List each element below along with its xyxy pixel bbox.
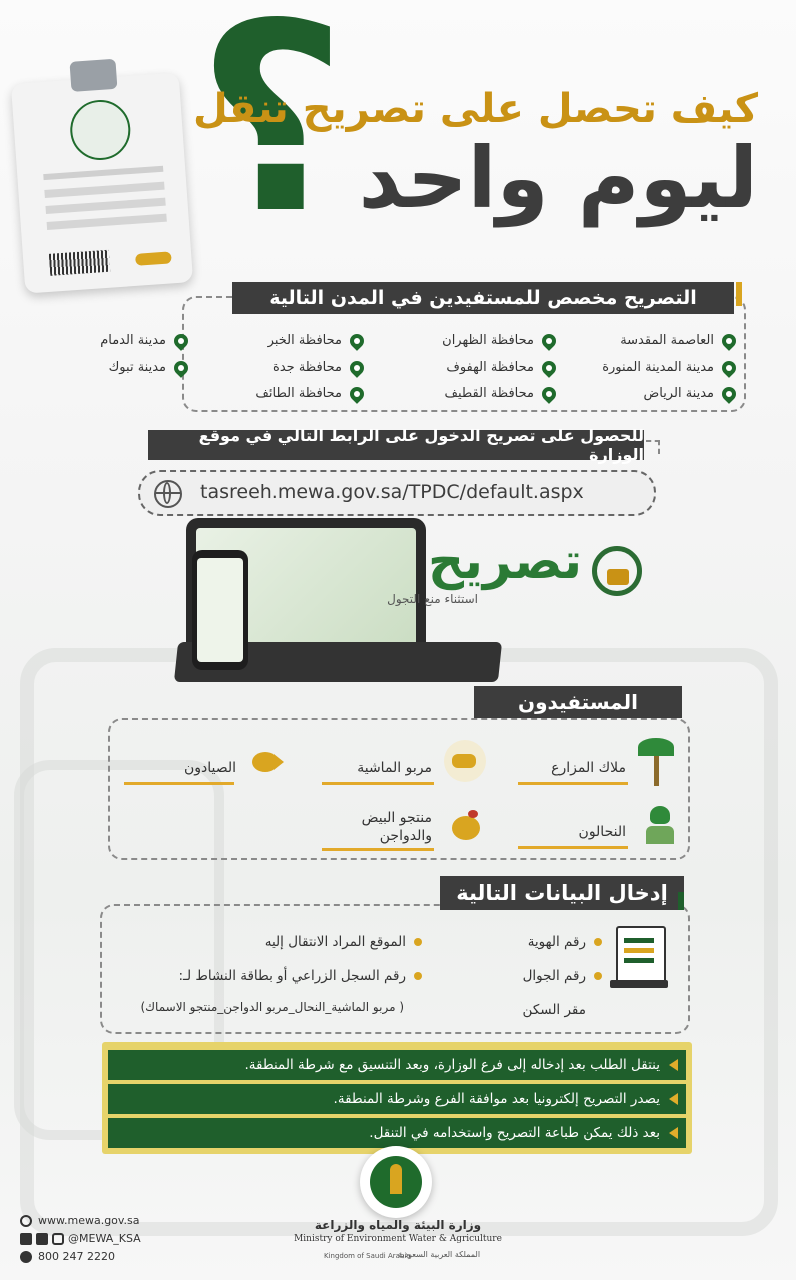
kingdom-ar: المملكة العربية السعودية	[398, 1250, 481, 1259]
website-row	[20, 1214, 140, 1227]
data-entry-item: مقر السكن	[522, 1002, 586, 1018]
website-link[interactable]: www.mewa.gov.sa	[38, 1214, 140, 1227]
link-url[interactable]: tasreeh.mewa.gov.sa/TPDC/default.aspx	[200, 481, 584, 503]
ministry-emblem	[360, 1146, 432, 1218]
title-line2: ليوم واحد	[358, 129, 758, 227]
palm-tree-icon	[636, 738, 676, 786]
beneficiary-item: ملاك المزارع	[551, 760, 626, 776]
city-item: العاصمة المقدسة	[620, 333, 736, 348]
id-badge	[11, 72, 193, 293]
beneficiary-item: الصيادون	[183, 760, 236, 776]
city-item: مدينة الدمام	[100, 333, 188, 348]
note-item: يصدر التصريح إلكترونيا بعد موافقة الفرع وشرطة المنطقة.	[108, 1084, 686, 1114]
link-heading: للحصول على تصريح الدخول على الرابط التالي في موقع الوزارة	[148, 430, 644, 460]
ministry-name-ar: وزارة البيئة والمياه والزراعة	[314, 1218, 482, 1232]
data-entry-item: رقم الهوية	[528, 934, 602, 950]
data-entry-item: الموقع المراد الانتقال إليه	[265, 934, 422, 950]
data-entry-item: رقم السجل الزراعي أو بطاقة النشاط لـ:	[178, 968, 422, 984]
brand-name: تصريح	[428, 532, 582, 590]
city-item: محافظة الخبر	[268, 333, 364, 348]
data-entry-item: رقم الجوال	[523, 968, 602, 984]
phone-number[interactable]: 800 247 2220	[38, 1250, 115, 1263]
note-item: بعد ذلك يمكن طباعة التصريح واستخدامه في التنقل.	[108, 1118, 686, 1148]
location-pin-icon	[347, 331, 367, 351]
city-item: مدينة المدينة المنورة	[602, 360, 736, 375]
beneficiary-item: منتجو البيض والدواجن	[361, 810, 432, 844]
city-item: مدينة تبوك	[109, 360, 188, 375]
location-pin-icon	[719, 331, 739, 351]
globe-icon	[154, 480, 182, 508]
location-pin-icon	[539, 331, 559, 351]
barcode	[49, 250, 110, 276]
goat-icon	[444, 740, 486, 782]
badge-clip	[69, 59, 117, 92]
location-pin-icon	[539, 358, 559, 378]
link-field[interactable]	[138, 470, 656, 516]
ministry-name-en: Ministry of Environment Water & Agriculture	[294, 1234, 502, 1244]
beekeeper-icon	[642, 806, 678, 846]
location-pin-icon	[347, 358, 367, 378]
city-item: محافظة الطائف	[255, 386, 364, 401]
ministry-logo-small	[68, 98, 132, 162]
social-handle: @MEWA_KSA	[68, 1232, 141, 1245]
city-item: محافظة القطيف	[445, 386, 557, 401]
whatsapp-icon	[20, 1251, 32, 1263]
phone-mockup	[192, 550, 248, 670]
instagram-icon[interactable]	[52, 1233, 64, 1245]
beneficiaries-heading: المستفيدون	[474, 686, 682, 718]
kingdom-en: Kingdom of Saudi Arabia	[324, 1252, 411, 1260]
brand-tagline: استثناء منع التجول	[387, 592, 478, 606]
cities-heading: التصريح مخصص للمستفيدين في المدن التالية	[232, 282, 734, 314]
tasreeh-logo-icon	[592, 546, 642, 596]
note-item: ينتقل الطلب بعد إدخاله إلى فرع الوزارة، وبعد التنسيق مع شرطة المنطقة.	[108, 1050, 686, 1080]
question-mark: ؟	[196, 0, 347, 271]
location-pin-icon	[719, 358, 739, 378]
beneficiary-item: النحالون	[578, 824, 626, 840]
location-pin-icon	[539, 384, 559, 404]
city-item: مدينة الرياض	[644, 386, 736, 401]
facebook-icon[interactable]	[36, 1233, 48, 1245]
location-pin-icon	[171, 358, 191, 378]
phone-row	[20, 1250, 115, 1263]
city-item: محافظة الظهران	[442, 333, 556, 348]
city-item: محافظة الهفوف	[446, 360, 556, 375]
location-pin-icon	[719, 384, 739, 404]
globe-icon	[20, 1215, 32, 1227]
social-row	[20, 1232, 141, 1245]
twitter-icon[interactable]	[20, 1233, 32, 1245]
location-pin-icon	[347, 384, 367, 404]
title-line1: كيف تحصل على تصريح تنقل	[192, 86, 758, 132]
data-entry-note: ( مربو الماشية_النحال_مربو الدواجن_منتجو الاسماك)	[140, 1000, 404, 1014]
city-item: محافظة جدة	[273, 360, 364, 375]
form-document-icon	[610, 926, 672, 990]
location-pin-icon	[171, 331, 191, 351]
beneficiary-item: مربو الماشية	[357, 760, 432, 776]
fish-icon	[248, 742, 288, 782]
chicken-icon	[446, 806, 486, 846]
data-entry-heading: إدخال البيانات التالية	[440, 876, 684, 910]
